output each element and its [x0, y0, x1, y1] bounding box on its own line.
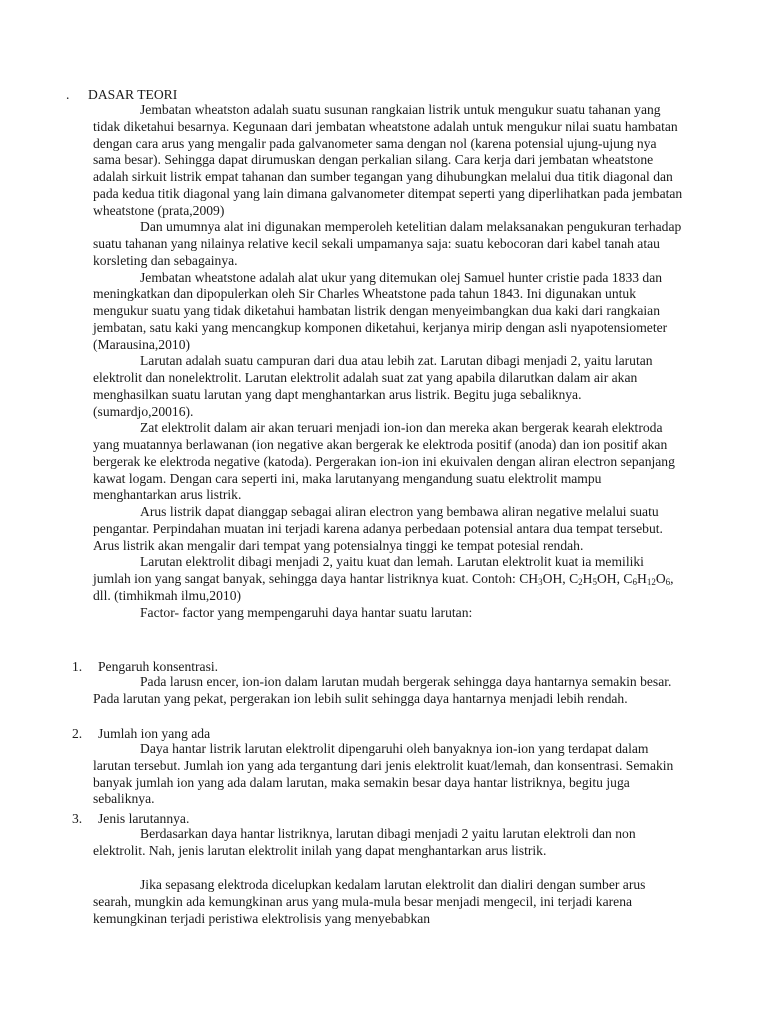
factor-1-heading [72, 658, 218, 675]
factor-1-text: Pada larusn encer, ion-ion dalam larutan mudah bergerak sehingga daya hantarnya semakin besar. Pada larutan yang pekat, pergerakan ion lebih sulit sehingga daya hantarnya menjadi lebih rendah. [93, 674, 672, 706]
strong-weak-tail: , dll. (timhikmah ilmu,2010) [93, 571, 674, 603]
factor-2-heading [72, 725, 210, 742]
paragraph-strong-weak: Larutan elektrolit dibagi menjadi 2, yaitu kuat dan lemah. Larutan elektrolit kuat ia memiliki jumlah ion yang sangat banyak, sehingga daya hantar listriknya kuat. Contoh: $CH_3OH$, $C_2H_5OH$, $C_6H_{12}O_6$, dll. (timhikmah ilmu,2010) [93, 554, 674, 603]
paragraph-wheatstone-intro: Jembatan wheatston adalah suatu susunan rangkaian listrik untuk mengukur suatu tahanan yang tidak diketahui besarnya. Kegunaan dari jembatan wheatstone adalah untuk mengukur nilai suatu hambatan dengan cara arus yang mengalir pada galvanometer sama dengan nol (karena potensial ujung-ujung nya sama besar). Sehingga dapat dirumuskan dengan perkalian silang. Cara kerja dari jembatan wheatstone adalah sirkuit listrik empat tahanan dan sumber tegangan yang dihubungkan melalui dua titik diagonal dan pada kedua titik diagonal yang lain dimana galvanometer ditempat seperti yang diperlihatkan pada jembatan wheatstone (prata,2009) [93, 102, 683, 218]
closing-body [93, 877, 683, 927]
section-number: . [66, 87, 70, 102]
factor-3-text: Berdasarkan daya hantar listriknya, larutan dibagi menjadi 2 yaitu larutan elektroli dan non elektrolit. Nah, jenis larutan elektrolit inilah yang dapat menghantarkan arus listrik. [93, 826, 636, 858]
factors-intro: Factor- factor yang mempengaruhi daya hantar suatu larutan: [140, 604, 473, 620]
paragraph-ions: Zat elektrolit dalam air akan teruari menjadi ion-ion dan mereka akan bergerak kearah elektroda yang muatannya berlawanan (ion negative akan bergerak ke elektroda positif (anoda) dan ion positif akan bergerak ke elektroda negative (katoda). Pergerakan ion-ion ini ekuivalen dengan aliran electron sepanjang kawat logam. Dengan cara seperti ini, maka larutanyang mengandung suatu elektrolit mampu menghantarkan arus listrik. [93, 420, 675, 503]
example-ch3oh: $CH_3OH$ [519, 571, 563, 587]
factor-2-title: Jumlah ion yang ada [98, 726, 211, 741]
paragraph-solution: Larutan adalah suatu campuran dari dua atau lebih zat. Larutan dibagi menjadi 2, yaitu larutan elektrolit dan nonelektrolit. Larutan elektrolit adalah suat zat yang apabila dilarutkan dalam air akan menghasilkan suatu larutan yang dapt menghantarkan arus listrik. Begitu juga sebaliknya. (sumardjo,20016). [93, 353, 653, 419]
factor-2-number: 2. [72, 726, 83, 741]
factor-3-heading [72, 810, 189, 827]
example-c6h12o6: $C_6H_{12}O_6$ [623, 571, 671, 587]
factor-3-number: 3. [72, 811, 83, 826]
paragraph-precision: Dan umumnya alat ini digunakan memperoleh ketelitian dalam melaksanakan pengukuran terhadap suatu tahanan yang nilainya relative kecil sekali umpamanya saja: suatu kebocoran dari kabel tanah atau korsleting dan sebagainya. [93, 219, 682, 268]
factor-2-text: Daya hantar listrik larutan elektrolit dipengaruhi oleh banyaknya ion-ion yang terdapat dalam larutan tersebut. Jumlah ion yang ada tergantung dari jenis elektrolit kuat/lemah, dan konsentrasi. Semakin banyak jumlah ion yang ada dalam larutan, maka semakin besar daya hantar listriknya, begitu juga sebaliknya. [93, 741, 674, 807]
paragraph-wheatstone-history: Jembatan wheatstone adalah alat ukur yang ditemukan olej Samuel hunter cristie pada 1833 dan meningkatkan dan dipopulerkan oleh Sir Charles Wheatstone pada tahun 1843. Ini digunakan untuk mengukur suatu yang tidak diketahui hambatan listrik dengan menyeimbangkan dua kaki dari rangkaian jembatan, satu kaki yang mencangkup komponen diketahui, kerjanya mirip dengan asli nyapotensiometer (Marausina,2010) [93, 269, 668, 352]
factor-2-body [93, 741, 683, 808]
factor-3-title: Jenis larutannya. [98, 811, 190, 826]
paragraph-current: Arus listrik dapat dianggap sebagai aliran electron yang bembawa aliran negative melalui suatu pengantar. Perpindahan muatan ini terjadi karena adanya perbedaan potensial antara dua tempat tersebut. Arus listrik akan mengalir dari tempat yang potensialnya tinggi ke tempat potesial rendah. [93, 504, 663, 553]
section-title: DASAR TEORI [88, 87, 178, 102]
factor-1-title: Pengaruh konsentrasi. [98, 659, 219, 674]
strong-weak-text: Larutan elektrolit dibagi menjadi 2, yaitu kuat dan lemah. Larutan elektrolit kuat ia memiliki jumlah ion yang sangat banyak, sehingga daya hantar listriknya kuat. Contoh: [93, 554, 644, 586]
factor-1-number: 1. [72, 659, 83, 674]
example-c2h5oh: $C_2H_5OH$ [569, 571, 617, 587]
section-heading [66, 86, 177, 103]
factor-3-body [93, 826, 683, 860]
body-text [93, 102, 683, 621]
factor-1-body [93, 674, 683, 708]
closing-paragraph: Jika sepasang elektroda dicelupkan kedalam larutan elektrolit dan dialiri dengan sumber arus searah, mungkin ada kemungkinan arus yang mula-mula besar menjadi mengecil, ini terjadi karena kemungkinan terjadi peristiwa elektrolisis yang menyebabkan [93, 877, 646, 926]
